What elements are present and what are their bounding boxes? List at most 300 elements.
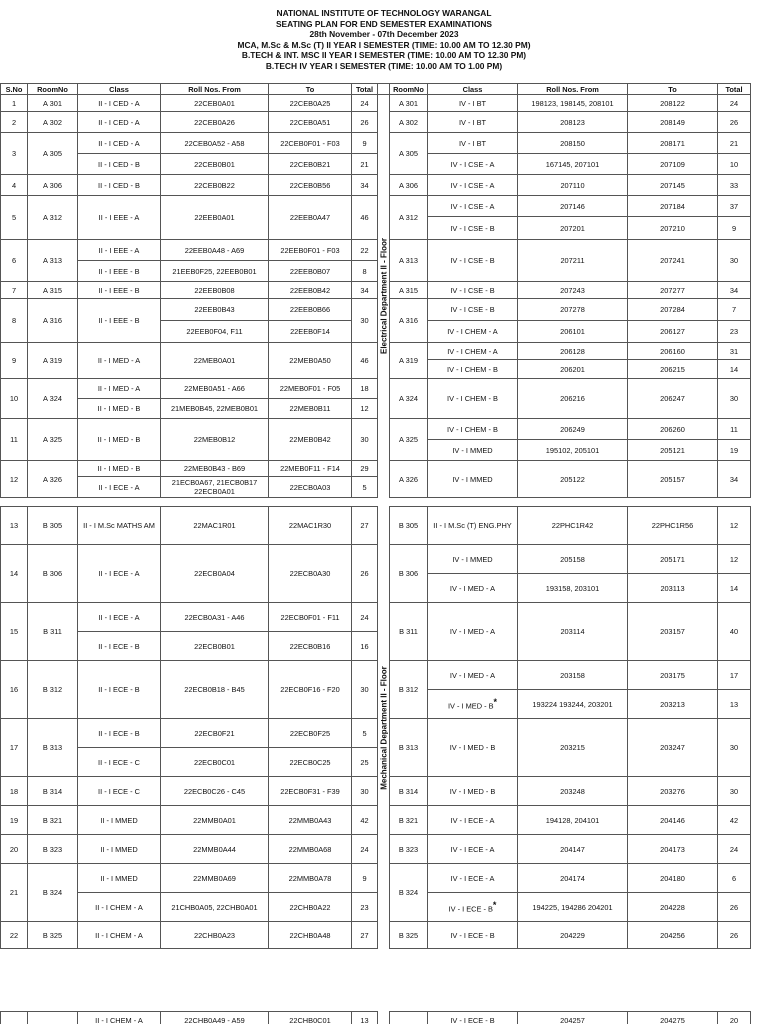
total-count: 25 <box>352 748 378 777</box>
class-name: II - I MMED <box>78 864 161 893</box>
roll-from: 193158, 203101 <box>518 574 628 603</box>
class-name: II - I M.Sc (T) ENG.PHY <box>428 507 518 545</box>
class-name: II - I ECE - A <box>78 477 161 498</box>
column-header: RoomNo <box>390 84 428 95</box>
room-number: A 301 <box>28 95 78 112</box>
total-count: 11 <box>718 419 751 440</box>
room-number: B 311 <box>390 603 428 661</box>
total-count: 9 <box>718 217 751 240</box>
roll-from: 205122 <box>518 461 628 498</box>
roll-to: 22ECB0F25 <box>269 719 352 748</box>
total-count: 14 <box>718 574 751 603</box>
column-header: Total <box>718 84 751 95</box>
room-number: A 326 <box>390 461 428 498</box>
total-count: 40 <box>718 603 751 661</box>
room-number: B 312 <box>390 661 428 719</box>
roll-from: 194128, 204101 <box>518 806 628 835</box>
total-count: 19 <box>718 440 751 461</box>
room-number: B 314 <box>28 777 78 806</box>
total-count: 26 <box>718 922 751 949</box>
room-number: B 323 <box>28 835 78 864</box>
class-name: IV - I CSE - A <box>428 196 518 217</box>
table-row <box>1 133 751 154</box>
roll-from: 203248 <box>518 777 628 806</box>
roll-to: 22ECB0F16 - F20 <box>269 661 352 719</box>
total-count: 24 <box>352 835 378 864</box>
total-count: 26 <box>718 112 751 133</box>
total-count: 31 <box>718 343 751 360</box>
table-row <box>1 661 751 690</box>
roll-from: 22CEB0B01 <box>161 154 269 175</box>
table-row <box>1 282 751 299</box>
class-name: II - I MED - B <box>78 419 161 461</box>
total-count: 12 <box>718 545 751 574</box>
column-header: Roll Nos. From <box>518 84 628 95</box>
serial-number: 6 <box>1 240 28 282</box>
total-count: 17 <box>718 661 751 690</box>
table-row <box>1 175 751 196</box>
roll-from: 22CEB0A01 <box>161 95 269 112</box>
total-count: 8 <box>352 261 378 282</box>
roll-to: 207284 <box>628 299 718 321</box>
floor-label: Electrical Department II - Floor <box>379 238 388 355</box>
class-name: IV - I BT <box>428 112 518 133</box>
room-number: A 302 <box>390 112 428 133</box>
serial-number: 13 <box>1 507 28 545</box>
class-name: II - I MED - A <box>78 343 161 379</box>
roll-from: 22CHB0A23 <box>161 922 269 949</box>
roll-from: 204174 <box>518 864 628 893</box>
serial-number: 7 <box>1 282 28 299</box>
roll-from: 21CHB0A05, 22CHB0A01 <box>161 893 269 922</box>
table-row <box>1 719 751 748</box>
roll-to: 22MMB0A43 <box>269 806 352 835</box>
room-number: A 319 <box>28 343 78 379</box>
session-line-btech-iv: B.TECH IV YEAR I SEMESTER (TIME: 10.00 AM TO 1.00 PM) <box>265 60 503 71</box>
total-count: 30 <box>718 719 751 777</box>
floor-divider <box>378 507 390 949</box>
roll-from: 206101 <box>518 321 628 343</box>
class-name: IV - I ECE - B <box>428 922 518 949</box>
roll-from: 22MMB0A01 <box>161 806 269 835</box>
serial-number: 5 <box>1 196 28 240</box>
roll-to: 22ECB0C25 <box>269 748 352 777</box>
room-number: B 312 <box>28 661 78 719</box>
total-count: 29 <box>352 461 378 477</box>
roll-from: 22MEB0A51 - A66 <box>161 379 269 399</box>
serial-number: 18 <box>1 777 28 806</box>
seating-table-block-1 <box>0 83 751 498</box>
seating-table-block-3 <box>0 1011 751 1024</box>
class-name: II - I ECE - B <box>78 719 161 748</box>
table-row <box>1 299 751 321</box>
room-number: A 313 <box>28 240 78 282</box>
roll-to: 22CEB0A25 <box>269 95 352 112</box>
total-count: 18 <box>352 379 378 399</box>
roll-to: 206127 <box>628 321 718 343</box>
class-name: II - I MED - B <box>78 399 161 419</box>
roll-to: 207184 <box>628 196 718 217</box>
serial-number: 8 <box>1 299 28 343</box>
roll-to: 203276 <box>628 777 718 806</box>
class-name: II - I EEE - A <box>78 240 161 261</box>
room-number: B 306 <box>28 545 78 603</box>
room-number <box>390 1012 428 1024</box>
roll-to: 203247 <box>628 719 718 777</box>
column-header: S.No <box>1 84 28 95</box>
roll-to: 204275 <box>628 1012 718 1024</box>
class-name: IV - I CHEM - B <box>428 360 518 379</box>
room-number: A 315 <box>390 282 428 299</box>
roll-to: 22MAC1R30 <box>269 507 352 545</box>
roll-from: 205158 <box>518 545 628 574</box>
institute-name: NATIONAL INSTITUTE OF TECHNOLOGY WARANGAL <box>276 8 492 18</box>
serial-number: 17 <box>1 719 28 777</box>
total-count: 27 <box>352 507 378 545</box>
total-count: 30 <box>352 777 378 806</box>
serial-number: 22 <box>1 922 28 949</box>
table-row <box>1 95 751 112</box>
serial-number <box>1 1012 28 1024</box>
table-row <box>1 461 751 477</box>
roll-to: 22CHB0A48 <box>269 922 352 949</box>
roll-from: 22ECB0C01 <box>161 748 269 777</box>
class-name: II - I ECE - A <box>78 545 161 603</box>
roll-to: 22CEB0F01 - F03 <box>269 133 352 154</box>
class-name: IV - I MMED <box>428 440 518 461</box>
roll-to: 207109 <box>628 154 718 175</box>
roll-from: 206216 <box>518 379 628 419</box>
class-name: II - I MED - A <box>78 379 161 399</box>
total-count: 37 <box>718 196 751 217</box>
roll-from: 207211 <box>518 240 628 282</box>
room-number: B 323 <box>390 835 428 864</box>
session-line-mca: MCA, M.Sc & M.Sc (T) II YEAR I SEMESTER (TIME: 10.00 AM TO 12.30 PM) <box>237 39 531 50</box>
roll-from: 22ECB0C26 - C45 <box>161 777 269 806</box>
roll-to: 22ECB0A30 <box>269 545 352 603</box>
room-number: B 325 <box>390 922 428 949</box>
total-count: 5 <box>352 719 378 748</box>
class-name: II - I MMED <box>78 806 161 835</box>
roll-to: 22EEB0B07 <box>269 261 352 282</box>
serial-number: 1 <box>1 95 28 112</box>
column-header: To <box>269 84 352 95</box>
total-count: 5 <box>352 477 378 498</box>
total-count: 34 <box>718 461 751 498</box>
roll-from: 22MMB0A69 <box>161 864 269 893</box>
room-number: A 319 <box>390 343 428 379</box>
room-number: B 313 <box>390 719 428 777</box>
total-count: 16 <box>352 632 378 661</box>
class-name: IV - I ECE - A <box>428 806 518 835</box>
total-count: 30 <box>352 661 378 719</box>
roll-to: 207241 <box>628 240 718 282</box>
total-count: 46 <box>352 196 378 240</box>
total-count: 46 <box>352 343 378 379</box>
room-number: B 313 <box>28 719 78 777</box>
roll-from: 203114 <box>518 603 628 661</box>
seating-table-block-2 <box>0 506 751 949</box>
total-count: 13 <box>352 1012 378 1024</box>
asterisk-mark: * <box>493 696 498 707</box>
total-count: 24 <box>352 603 378 632</box>
total-count: 33 <box>718 175 751 196</box>
room-number: B 305 <box>28 507 78 545</box>
table-row <box>1 154 751 175</box>
total-count: 14 <box>718 360 751 379</box>
floor-divider <box>378 95 390 498</box>
roll-from: 22MAC1R01 <box>161 507 269 545</box>
roll-to: 22CEB0A51 <box>269 112 352 133</box>
roll-to: 207145 <box>628 175 718 196</box>
document-title: SEATING PLAN FOR END SEMESTER EXAMINATIONS <box>275 18 493 29</box>
class-name: II - I EEE - A <box>78 196 161 240</box>
roll-to: 205121 <box>628 440 718 461</box>
class-name: II - I ECE - C <box>78 777 161 806</box>
room-number: A 305 <box>28 133 78 175</box>
class-name: IV - I CHEM - A <box>428 343 518 360</box>
room-number: B 324 <box>28 864 78 922</box>
roll-to: 22ECB0B16 <box>269 632 352 661</box>
total-count: 23 <box>718 321 751 343</box>
room-number: B 311 <box>28 603 78 661</box>
total-count: 42 <box>718 806 751 835</box>
table-row <box>1 507 751 545</box>
roll-to: 22ECB0A03 <box>269 477 352 498</box>
class-name: II - I ECE - B <box>78 661 161 719</box>
roll-to: 206247 <box>628 379 718 419</box>
roll-from: 22MEB0B12 <box>161 419 269 461</box>
total-count: 26 <box>352 545 378 603</box>
roll-from: 203158 <box>518 661 628 690</box>
room-number: A 324 <box>28 379 78 419</box>
column-header: RoomNo <box>28 84 78 95</box>
exam-dates: 28th November - 07th December 2023 <box>309 29 459 40</box>
total-count: 27 <box>352 922 378 949</box>
roll-to: 207210 <box>628 217 718 240</box>
roll-to: 22CEB0B21 <box>269 154 352 175</box>
roll-from: 207201 <box>518 217 628 240</box>
roll-to: 206215 <box>628 360 718 379</box>
roll-from: 206128 <box>518 343 628 360</box>
room-number: A 324 <box>390 379 428 419</box>
table-row <box>1 1012 751 1024</box>
class-name: II - I EEE - B <box>78 299 161 343</box>
class-name: II - I EEE - B <box>78 261 161 282</box>
total-count: 9 <box>352 133 378 154</box>
roll-from: 22CEB0B22 <box>161 175 269 196</box>
room-number: A 312 <box>28 196 78 240</box>
roll-to: 22ECB0F01 - F11 <box>269 603 352 632</box>
total-count: 6 <box>718 864 751 893</box>
table-header-row <box>1 84 751 95</box>
total-count: 26 <box>352 112 378 133</box>
table-row <box>1 240 751 261</box>
roll-to: 204146 <box>628 806 718 835</box>
total-count: 30 <box>718 777 751 806</box>
total-count: 30 <box>718 379 751 419</box>
roll-from: 208123 <box>518 112 628 133</box>
class-name: IV - I CHEM - B <box>428 419 518 440</box>
serial-number: 4 <box>1 175 28 196</box>
room-number: A 325 <box>390 419 428 461</box>
class-name: IV - I CSE - A <box>428 175 518 196</box>
total-count: 24 <box>718 835 751 864</box>
roll-from: 22CEB0A26 <box>161 112 269 133</box>
roll-to: 206260 <box>628 419 718 440</box>
table-row <box>1 379 751 399</box>
roll-to: 205171 <box>628 545 718 574</box>
total-count: 30 <box>718 240 751 282</box>
column-header: Total <box>352 84 378 95</box>
serial-number: 10 <box>1 379 28 419</box>
room-number: B 306 <box>390 545 428 603</box>
total-count: 9 <box>352 864 378 893</box>
serial-number: 19 <box>1 806 28 835</box>
table-row <box>1 835 751 864</box>
roll-from: 204257 <box>518 1012 628 1024</box>
room-number: A 302 <box>28 112 78 133</box>
roll-from: 22EEB0B43 <box>161 299 269 321</box>
room-number: B 305 <box>390 507 428 545</box>
total-count: 21 <box>718 133 751 154</box>
roll-to: 207277 <box>628 282 718 299</box>
roll-from: 22EEB0A48 - A69 <box>161 240 269 261</box>
class-name: IV - I BT <box>428 133 518 154</box>
serial-number: 14 <box>1 545 28 603</box>
roll-from: 204147 <box>518 835 628 864</box>
total-count: 24 <box>352 95 378 112</box>
class-name: IV - I CSE - A <box>428 154 518 175</box>
room-number: B 324 <box>390 864 428 922</box>
class-name: II - I CHEM - A <box>78 1012 161 1024</box>
roll-to: 22MMB0A78 <box>269 864 352 893</box>
class-name: IV - I MED - A <box>428 661 518 690</box>
total-count: 23 <box>352 893 378 922</box>
room-number: A 306 <box>28 175 78 196</box>
roll-from: 21MEB0B45, 22MEB0B01 <box>161 399 269 419</box>
table-row <box>1 777 751 806</box>
roll-from: 206201 <box>518 360 628 379</box>
roll-from: 21EEB0F25, 22EEB0B01 <box>161 261 269 282</box>
roll-from: 22ECB0B18 - B45 <box>161 661 269 719</box>
roll-to: 203157 <box>628 603 718 661</box>
class-name: IV - I CSE - B <box>428 299 518 321</box>
room-number: A 306 <box>390 175 428 196</box>
roll-to: 204228 <box>628 893 718 922</box>
serial-number: 21 <box>1 864 28 922</box>
class-name: II - I CED - A <box>78 95 161 112</box>
roll-from: 207110 <box>518 175 628 196</box>
class-name: IV - I ECE - A <box>428 835 518 864</box>
room-number: A 301 <box>390 95 428 112</box>
room-number: B 321 <box>390 806 428 835</box>
roll-to: 204180 <box>628 864 718 893</box>
total-count: 30 <box>352 299 378 343</box>
class-name: IV - I MED - B <box>428 719 518 777</box>
roll-from: 22EEB0F04, F11 <box>161 321 269 343</box>
total-count: 30 <box>352 419 378 461</box>
class-name: IV - I CHEM - A <box>428 321 518 343</box>
room-number: B 325 <box>28 922 78 949</box>
total-count: 34 <box>718 282 751 299</box>
roll-to: 22CHB0A22 <box>269 893 352 922</box>
roll-to: 203175 <box>628 661 718 690</box>
serial-number: 20 <box>1 835 28 864</box>
roll-from: 22MMB0A44 <box>161 835 269 864</box>
roll-to: 22EEB0A47 <box>269 196 352 240</box>
roll-from: 22ECB0B01 <box>161 632 269 661</box>
roll-from: 206249 <box>518 419 628 440</box>
total-count: 34 <box>352 282 378 299</box>
serial-number: 2 <box>1 112 28 133</box>
table-row <box>1 343 751 360</box>
total-count: 42 <box>352 806 378 835</box>
total-count: 12 <box>352 399 378 419</box>
total-count: 26 <box>718 893 751 922</box>
roll-to: 205157 <box>628 461 718 498</box>
roll-from: 207146 <box>518 196 628 217</box>
roll-to: 206160 <box>628 343 718 360</box>
serial-number: 12 <box>1 461 28 498</box>
roll-to: 204173 <box>628 835 718 864</box>
class-name: II - I M.Sc MATHS AM <box>78 507 161 545</box>
roll-to: 22MEB0F11 - F14 <box>269 461 352 477</box>
class-name: II - I CHEM - A <box>78 922 161 949</box>
column-header: Roll Nos. From <box>161 84 269 95</box>
room-number: A 326 <box>28 461 78 498</box>
roll-from: 208150 <box>518 133 628 154</box>
class-name: IV - I MMED <box>428 545 518 574</box>
class-name: II - I CED - B <box>78 175 161 196</box>
room-number <box>28 1012 78 1024</box>
table-row <box>1 419 751 440</box>
roll-to: 22MEB0B42 <box>269 419 352 461</box>
total-count: 20 <box>718 1012 751 1024</box>
class-name: II - I ECE - C <box>78 748 161 777</box>
class-name: II - I CED - A <box>78 133 161 154</box>
roll-from: 203215 <box>518 719 628 777</box>
roll-from: 21ECB0A67, 21ECB0B17 22ECB0A01 <box>161 477 269 498</box>
roll-to: 22EEB0B66 <box>269 299 352 321</box>
class-name: IV - I MED - B <box>428 777 518 806</box>
class-name: IV - I MED - A <box>428 574 518 603</box>
roll-to: 22PHC1R56 <box>628 507 718 545</box>
class-name: II - I MMED <box>78 835 161 864</box>
total-count: 21 <box>352 154 378 175</box>
table-row <box>1 922 751 949</box>
roll-to: 22CHB0C01 <box>269 1012 352 1024</box>
total-count: 22 <box>352 240 378 261</box>
total-count: 24 <box>718 95 751 112</box>
column-header: Class <box>428 84 518 95</box>
serial-number: 16 <box>1 661 28 719</box>
table-row <box>1 864 751 893</box>
roll-to: 203213 <box>628 690 718 719</box>
roll-from: 22CHB0A49 - A59 <box>161 1012 269 1024</box>
roll-to: 22EEB0F01 - F03 <box>269 240 352 261</box>
roll-from: 22PHC1R42 <box>518 507 628 545</box>
roll-from: 22MEB0A01 <box>161 343 269 379</box>
floor-divider <box>378 1012 390 1024</box>
roll-to: 22MEB0A50 <box>269 343 352 379</box>
roll-to: 22EEB0B42 <box>269 282 352 299</box>
class-name: II - I EEE - B <box>78 282 161 299</box>
roll-to: 204256 <box>628 922 718 949</box>
table-row <box>1 545 751 574</box>
class-name: IV - I CSE - B <box>428 217 518 240</box>
roll-from: 22ECB0A04 <box>161 545 269 603</box>
